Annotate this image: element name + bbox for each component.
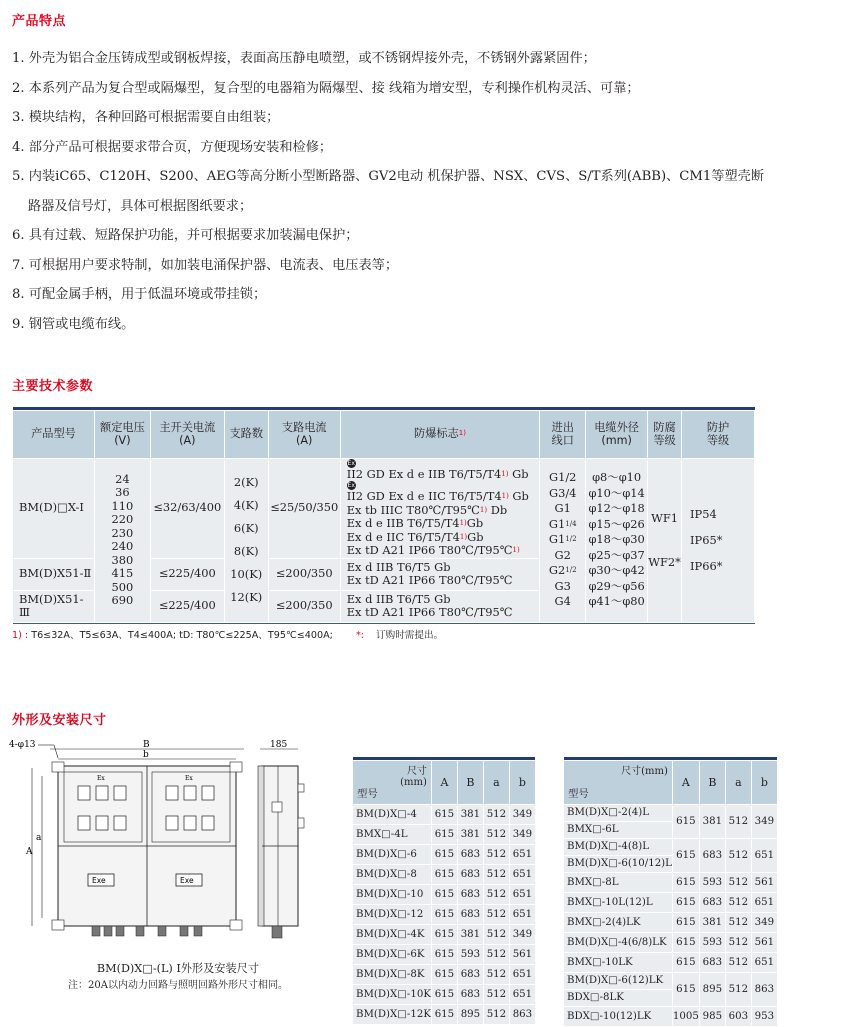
model-cell: BM(D)X□-6 <box>353 844 432 864</box>
dim-value-cell: 381 <box>457 924 483 944</box>
ex-symbol-icon: Ex <box>347 459 355 467</box>
model-cell: BM(D)X□-10 <box>353 884 432 904</box>
dim-value-cell: 651 <box>509 904 535 924</box>
table-row <box>564 892 778 912</box>
table-row <box>353 824 536 844</box>
dim-value-cell: 985 <box>699 1006 725 1026</box>
entry-size: $G2^{1/2}$ <box>548 563 577 578</box>
dim-table-2-corner: 尺寸(mm) 型号 <box>564 760 673 804</box>
ex-mark-line: Ex II2 GD Ex d e IIC T6/T5/T4$^{1)}$ Gb <box>346 482 529 503</box>
dim-value-cell: 615 <box>672 912 699 932</box>
dim-value-cell: 615 <box>672 932 699 952</box>
model-cell: BM(D)X51-Ⅱ <box>13 558 95 590</box>
dim-value-cell: 615 <box>431 964 457 984</box>
table-row <box>564 932 778 952</box>
dim-value-cell: 512 <box>725 804 751 838</box>
header-entry: 进出 线口 <box>540 410 586 458</box>
dim-value-cell: 561 <box>509 944 535 964</box>
entry-size: G2 <box>554 547 571 562</box>
table-row <box>353 1004 536 1024</box>
dim-value-cell: 651 <box>509 984 535 1004</box>
entry-size: G1/2 <box>549 470 577 485</box>
dim-table-1 <box>352 757 536 1025</box>
dim-col-B: B <box>457 760 483 804</box>
entry-size: $G1^{1/2}$ <box>548 532 577 547</box>
dim-value-cell: 683 <box>699 838 725 872</box>
drawing-caption: BM(D)X□-(L) Ⅰ外形及安装尺寸 注：20A以内动力回路与照明回路外形尺寸相同。 <box>68 962 288 991</box>
dim-col-b: b <box>509 760 535 804</box>
dim-value-cell: 615 <box>672 892 699 912</box>
dim-value-cell: 381 <box>699 804 725 838</box>
entry-size: G1 <box>554 501 571 516</box>
model-cell: BM(D)X□-2(4)L <box>564 804 673 821</box>
table-row <box>353 964 536 984</box>
ex-mark-line: Ex d e IIC T6/T5/T4$^{1)}$Gb <box>346 529 484 544</box>
model-cell: BM(D)X□-6K <box>353 944 432 964</box>
ex-symbol-icon: Ex <box>347 482 355 489</box>
model-cell: BM(D)X□-6(12)LK <box>564 972 673 989</box>
dim-value-cell: 381 <box>699 912 725 932</box>
table-row <box>564 804 778 821</box>
ex-mark-cell: Ex d IIB T6/T5 Gb Ex tD A21 IP66 T80℃/T95℃ <box>340 558 540 590</box>
feature-item: 9. 钢管或电缆布线。 <box>12 316 135 332</box>
dim-col-a: a <box>725 760 751 804</box>
dim-value-cell: 349 <box>509 924 535 944</box>
dim-value-cell: 651 <box>751 838 777 872</box>
corrosion-cell: WF1 WF2* <box>648 458 682 622</box>
dim-col-B: B <box>699 760 725 804</box>
dim-value-cell: 561 <box>751 932 777 952</box>
feature-item-continued <box>12 192 832 222</box>
dim-value-cell: 512 <box>725 838 751 872</box>
dim-value-cell: 349 <box>751 804 777 838</box>
table-row <box>353 984 536 1004</box>
table-row <box>353 924 536 944</box>
feature-item: 3. 模块结构，各种回路可根据需要自由组装； <box>12 110 280 125</box>
entry-size: G3 <box>554 578 571 593</box>
cable-range: φ41～φ80 <box>588 594 645 609</box>
ex-mark-line: Ex tb IIIC T80℃/T95℃$^{1)}$ Db <box>346 502 508 517</box>
dim-value-cell: 615 <box>431 864 457 884</box>
header-circuits: 支路数 <box>224 410 268 458</box>
entry-cell <box>540 458 586 622</box>
dim-value-cell: 651 <box>509 844 535 864</box>
ex-mark-cell: Ex d IIB T6/T5 Gb Ex tD A21 IP66 T80℃/T95℃ <box>340 590 540 622</box>
model-cell: BM(D)X□-6(10/12)L <box>564 855 673 872</box>
dim-value-cell: 615 <box>431 904 457 924</box>
entry-size: $G1^{1/4}$ <box>548 516 577 531</box>
dim-value-cell: 651 <box>509 964 535 984</box>
dim-value-cell: 651 <box>751 952 777 972</box>
dim-value-cell: 512 <box>483 864 509 884</box>
table-row <box>353 944 536 964</box>
dim-value-cell: 593 <box>699 872 725 892</box>
dim-value-cell: 895 <box>699 972 725 1006</box>
feature-item: 7. 可根据用户要求特制，如加装电涌保护器、电流表、电压表等； <box>12 257 399 273</box>
header-model: 产品型号 <box>13 410 95 458</box>
dim-col-A: A <box>672 760 699 804</box>
dim-value-cell: 683 <box>457 884 483 904</box>
dim-value-cell: 512 <box>725 972 751 1006</box>
cable-range: φ12～φ18 <box>588 501 645 516</box>
table-row <box>564 952 778 972</box>
model-cell: BM(D)X□-4 <box>353 804 432 824</box>
circuits-cell: 2(K) 4(K) 6(K) 8(K) 10(K) 12(K) <box>224 458 268 622</box>
dim-col-b: b <box>751 760 777 804</box>
main-current-cell: ≤225/400 <box>150 590 224 622</box>
table-row <box>353 864 536 884</box>
dim-value-cell: 512 <box>725 892 751 912</box>
table-row <box>564 838 778 855</box>
table-row <box>353 904 536 924</box>
dim-value-cell: 615 <box>672 872 699 892</box>
ex-mark-line: Ex II2 GD Ex d e IIB T6/T5/T4$^{1)}$ Gb <box>346 459 529 481</box>
dim-col-A: A <box>431 760 457 804</box>
dim-value-cell: 512 <box>483 804 509 824</box>
dim-value-cell: 615 <box>431 804 457 824</box>
dim-value-cell: 512 <box>725 932 751 952</box>
dim-value-cell: 512 <box>483 884 509 904</box>
dim-value-cell: 593 <box>457 944 483 964</box>
dim-value-cell: 512 <box>483 844 509 864</box>
cable-range: φ10～φ14 <box>588 485 645 500</box>
dim-value-cell: 863 <box>509 1004 535 1024</box>
dim-table-2 <box>563 757 778 1027</box>
header-branch-current: 支路电流 (A) <box>268 410 340 458</box>
header-cable: 电缆外径 (mm) <box>586 410 648 458</box>
dim-a-upper-label: A <box>26 847 33 857</box>
dim-value-cell: 349 <box>509 824 535 844</box>
dim-value-cell: 683 <box>457 984 483 1004</box>
model-cell: BM(D)X□-8 <box>353 864 432 884</box>
cable-cell <box>586 458 648 622</box>
protection-cell: IP54 IP65* IP66* <box>682 458 755 622</box>
dim-value-cell: 615 <box>431 1004 457 1024</box>
dim-value-cell: 615 <box>672 952 699 972</box>
ex-label-right: Ex <box>185 775 193 782</box>
cable-range: φ8～φ10 <box>592 470 642 485</box>
exe-label-left: Exe <box>92 876 106 885</box>
dim-value-cell: 615 <box>431 884 457 904</box>
entry-size: G3/4 <box>549 485 577 500</box>
dim-a-lower-label: a <box>36 833 42 843</box>
dim-depth-label: 185 <box>270 740 288 750</box>
dim-value-cell: 561 <box>751 872 777 892</box>
model-cell: BDX□-10(12)LK <box>564 1006 673 1026</box>
features-list <box>12 44 832 339</box>
table-row <box>564 1006 778 1026</box>
table-row <box>353 844 536 864</box>
dim-value-cell: 683 <box>699 952 725 972</box>
model-cell: BMX□-6L <box>564 821 673 838</box>
features-heading: 产品特点 <box>12 14 67 29</box>
dim-value-cell: 683 <box>699 892 725 912</box>
dim-value-cell: 615 <box>672 972 699 1006</box>
model-cell: BM(D)X□-10K <box>353 984 432 1004</box>
header-protection: 防护 等级 <box>682 410 755 458</box>
feature-continuation: 路器及信号灯，具体可根据图纸要求； <box>28 198 253 214</box>
dim-value-cell: 651 <box>751 892 777 912</box>
dim-value-cell: 512 <box>725 912 751 932</box>
cable-range: φ29～φ56 <box>588 578 645 593</box>
dim-value-cell: 512 <box>483 1004 509 1024</box>
table-row <box>353 884 536 904</box>
dim-col-a: a <box>483 760 509 804</box>
dims-heading: 外形及安装尺寸 <box>12 713 107 728</box>
tech-heading: 主要技术参数 <box>12 379 94 394</box>
dim-value-cell: 512 <box>725 872 751 892</box>
main-current-cell: ≤225/400 <box>150 558 224 590</box>
ex-label-left: Ex <box>97 775 105 782</box>
model-cell: BM(D)X□-4(6/8)LK <box>564 932 673 952</box>
dim-value-cell: 381 <box>457 804 483 824</box>
dim-b-lower-label: b <box>143 750 149 760</box>
cable-range: φ15～φ26 <box>588 516 645 531</box>
dim-value-cell: 615 <box>672 804 699 838</box>
dim-value-cell: 512 <box>483 944 509 964</box>
table-row <box>564 872 778 892</box>
cable-range: φ25～φ37 <box>588 547 645 562</box>
dim-value-cell: 349 <box>509 804 535 824</box>
dim-value-cell: 615 <box>431 924 457 944</box>
dim-value-cell: 512 <box>483 904 509 924</box>
voltage-cell: 24 36 110 220 230 240 380 415 500 690 <box>94 458 150 622</box>
model-cell: BMX□-10L(12)L <box>564 892 673 912</box>
table-row <box>564 912 778 932</box>
dim-value-cell: 683 <box>457 844 483 864</box>
model-cell: BM(D)X□-8K <box>353 964 432 984</box>
header-main-current: 主开关电流 (A) <box>150 410 224 458</box>
model-cell: BM(D)□X-Ⅰ <box>13 458 95 558</box>
exe-label-right: Exe <box>180 876 194 885</box>
dim-value-cell: 683 <box>457 864 483 884</box>
dim-value-cell: 512 <box>483 964 509 984</box>
branch-current-cell: ≤200/350 <box>268 590 340 622</box>
model-cell: BDX□-8LK <box>564 989 673 1006</box>
feature-item: 5. 内装iC65、C120H、S200、AEG等高分断小型断路器、GV2电动 机保护器、NSX、CVS、S/T系列(ABB)、CM1等塑壳断 <box>12 169 765 184</box>
header-voltage: 额定电压 (V) <box>94 410 150 458</box>
feature-item: 1. 外壳为铝合金压铸成型或钢板焊接，表面高压静电喷塑，或不锈钢焊接外壳，不锈钢外露紧固件； <box>12 51 596 66</box>
header-ex-mark: 防爆标志$^{1)}$ <box>340 410 540 458</box>
table-row <box>564 972 778 989</box>
main-current-cell: ≤32/63/400 <box>150 458 224 558</box>
header-corrosion: 防腐 等级 <box>648 410 682 458</box>
dim-value-cell: 512 <box>483 924 509 944</box>
feature-item: 2. 本系列产品为复合型或隔爆型，复合型的电器箱为隔爆型、接 线箱为增安型，专利操作机构灵活、可靠； <box>12 80 640 96</box>
dim-value-cell: 651 <box>509 864 535 884</box>
model-cell: BM(D)X□-12 <box>353 904 432 924</box>
ex-mark-line: Ex tD A21 IP66 T80℃/T95℃$^{1)}$ <box>346 543 520 557</box>
model-cell: BMX□-4L <box>353 824 432 844</box>
dim-value-cell: 603 <box>725 1006 751 1026</box>
model-cell: BMX□-8L <box>564 872 673 892</box>
model-cell: BM(D)X□-4K <box>353 924 432 944</box>
dim-value-cell: 512 <box>725 952 751 972</box>
dim-value-cell: 683 <box>457 904 483 924</box>
branch-current-cell: ≤200/350 <box>268 558 340 590</box>
ex-mark-cell <box>340 458 540 558</box>
dim-value-cell: 895 <box>457 1004 483 1024</box>
dim-value-cell: 349 <box>751 912 777 932</box>
branch-current-cell: ≤25/50/350 <box>268 458 340 558</box>
dim-value-cell: 615 <box>672 838 699 872</box>
ex-mark-line: Ex d e IIB T6/T5/T4$^{1)}$Gb <box>346 516 484 530</box>
dim-value-cell: 863 <box>751 972 777 1006</box>
footnote-temperature: 1) : T6≤32A、T5≤63A、T4≤400A; tD: T80℃≤225A、T95℃≤400A; <box>12 630 333 641</box>
tech-params-table <box>12 407 755 624</box>
dim-value-cell: 615 <box>431 944 457 964</box>
dim-value-cell: 615 <box>431 844 457 864</box>
dim-value-cell: 593 <box>699 932 725 952</box>
entry-size: G4 <box>554 594 571 609</box>
dim-value-cell: 615 <box>431 824 457 844</box>
dim-value-cell: 1005 <box>672 1006 699 1026</box>
dim-value-cell: 615 <box>431 984 457 1004</box>
table-row <box>353 804 536 824</box>
feature-item: 4. 部分产品可根据要求带合页，方便现场安装和检修； <box>12 139 333 155</box>
model-cell: BM(D)X□-12K <box>353 1004 432 1024</box>
cable-range: φ30～φ42 <box>588 563 645 578</box>
footnote-order: *: 订购时需提出。 <box>356 630 444 641</box>
dim-value-cell: 512 <box>483 824 509 844</box>
model-cell: BMX□-2(4)LK <box>564 912 673 932</box>
model-cell: BMX□-10LK <box>564 952 673 972</box>
dim-value-cell: 683 <box>457 964 483 984</box>
dim-table-1-corner: 尺寸 (mm) 型号 <box>353 760 432 804</box>
model-cell: BM(D)X51-Ⅲ <box>13 590 95 622</box>
dim-value-cell: 381 <box>457 824 483 844</box>
feature-item: 8. 可配金属手柄，用于低温环境或带挂锁； <box>12 287 267 302</box>
dim-value-cell: 953 <box>751 1006 777 1026</box>
dim-b-upper-label: B <box>143 740 150 750</box>
cable-range: φ18～φ30 <box>588 532 645 547</box>
enclosure-drawing <box>8 736 338 958</box>
model-cell: BM(D)X□-4(8)L <box>564 838 673 855</box>
holes-label: 4-φ13 <box>9 740 36 750</box>
feature-item: 6. 具有过载、短路保护功能，并可根据要求加装漏电保护； <box>12 228 359 243</box>
dim-value-cell: 651 <box>509 884 535 904</box>
dim-value-cell: 512 <box>483 984 509 1004</box>
